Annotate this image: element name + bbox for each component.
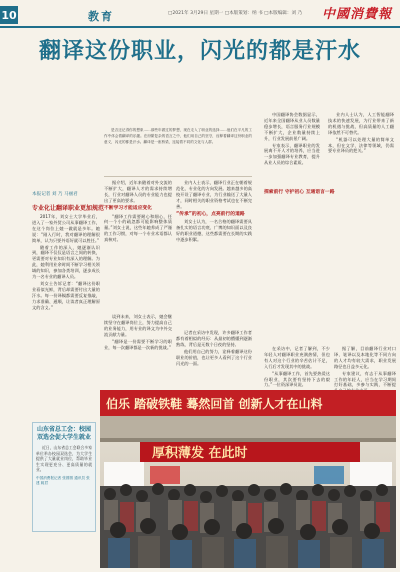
editor-note: 是否还记得你的想象……那些年做过的梦想，现在走入了职业的选择……他们在平凡的工作中体会着翻译的乐趣。在纷繁复杂的语言之中，他们用自己的坚守，诠释着翻译这份职业的意义，闪光的都是汗水。翻译是一座桥梁，连接着不同的文化与人群。 <box>104 128 252 144</box>
paragraph: 据介绍，近年来随着对外交流的不断扩大，翻译人才的需求持续增长，行业对翻译人员的专业能力也提出了更高的要求。 <box>104 180 172 203</box>
note-divider <box>104 176 252 177</box>
column-subhead: “传承”的初心，点亮前行的道路 <box>176 211 245 217</box>
article-column-3 <box>176 180 252 244</box>
page-number: 10 <box>0 6 18 24</box>
column-subhead: 不断学习才能适应变化 <box>104 205 152 211</box>
article-subhead: 专业化让翻译职业更加规范 <box>32 205 105 212</box>
masthead-logo: 中國消費報 <box>321 7 392 22</box>
issue-line: □2021年 3月29日 星期一 □本版策划：纳 书 □本版编辑：刘 乃 <box>168 11 303 16</box>
paragraph: “翻译是一份需要不断学习的职业，每一次翻译都是一次新的挑战。” <box>104 338 172 350</box>
paragraph: 记者在采访中发现，许多翻译工作者都有着相似的经历：从最初的懵懂到逐渐熟练，背后是无数个日夜的坚持。 <box>176 330 252 347</box>
red-banner-text: 厚积薄发 在此时 <box>152 446 248 461</box>
job-fair-photo <box>100 390 396 568</box>
paragraph: 据了解，目前翻译行业对口译、笔译以及本地化等不同方向的人才均有较大需求，职业发展路径也日益多元化。 <box>334 346 396 369</box>
article-headline: 翻译这份职业，闪光的都是汗水 <box>38 38 361 64</box>
article-column-1 <box>32 214 100 312</box>
article-byline: 本报记者 刘 乃 马丽君 <box>32 192 78 197</box>
paragraph: 业内人士表示，翻译行业正在朝着规范化、专业化的方向发展。越来越多的高校开设了翻译专业，为行业输送了大量人才，同时相关的职业资格考试也在不断完善。 <box>176 180 252 209</box>
article-column-7 <box>334 346 396 395</box>
top-banner-text: 伯乐 踏破铁鞋 蓦然回首 创新人才在山料 <box>106 397 323 411</box>
paragraph: 谈到未来，刘女士表示，她会继续坚守在翻译岗位上，努力提高自己的业务能力，用专业的译文为中外交流贡献力量。 <box>104 314 172 337</box>
paragraph: 专家表示，翻译职业的发展离不开人才的培养，应当进一步加强翻译专业教育，提升从业人员的综合素质。 <box>264 142 320 166</box>
paragraph: 2017年，刘女士大学毕业后，进入了一家外贸公司从事翻译工作，在这个岗位上她一做就是多年。她说：“刚入行时，我对翻译的理解很简单，认为只要外语好就可以胜任。” <box>32 214 100 243</box>
article-column-3b <box>176 330 252 367</box>
paragraph: 随着工作的深入，她逐渐认识到，翻译不仅仅是语言之间的转换，更需要对专业知识有深入的理解。为此，她利用业余时间不断学习相关领域的知识，参加各类培训，逐步成长为一名专业的翻译人员。 <box>32 244 100 280</box>
article-column-2 <box>104 180 172 244</box>
paragraph: “机器可以处理大量的简单文本，但在文学、法律等领域，仍需要专业译员的把关。” <box>328 136 394 154</box>
paragraph: “从事翻译工作，首先要热爱这份职业，其次要有坚持下去的毅力。”一位资深译员说。 <box>264 370 330 388</box>
paragraph: 专家建议，有志于从事翻译工作的年轻人，应当在学习期间打好基础，多参与实践，不断提 <box>334 370 396 388</box>
paragraph: 在采访中，记者了解到，不少年轻人对翻译职业充满热情，但也有人对这个行业的辛苦估计不足，入行后才发现其中的挑战。 <box>264 346 330 369</box>
job-fair-photo-illustration <box>100 390 396 568</box>
brief-text: 近日，山东省总工会联合多家单位举办校园双选会，为大学生提供了大量就业岗位，帮助毕业生实现更充分、更高质量的就业。 <box>36 445 92 473</box>
news-brief-box <box>32 422 96 532</box>
right-subhead: 探索前行 守护初心 互通语言一路 <box>264 190 335 195</box>
paragraph: 刘女士认为，一名合格的翻译需要具备扎实的语言功底、广博的知识面以及良好的职业道德，这些都需要在长期的实践中逐步积累。 <box>176 219 252 243</box>
header-divider <box>0 26 400 28</box>
paragraph: 中国翻译协会数据显示，近年来全国翻译从业人员数量稳步增长，语言服务行业规模不断扩大，企业数量持续上升，行业发展前景广阔。 <box>264 112 320 141</box>
article-column-5 <box>328 112 394 155</box>
paragraph: 他们用自己的努力，诠释着翻译这份职业的价值，也让更多人看到了这个行业闪光的一面。 <box>176 348 252 366</box>
paragraph: “翻译工作需要耐心和细心，任何一个小的疏忽都可能影响整体质量。”刘女士说，这些年她养成了严谨的工作习惯，对每一个专业术语都认真核对。 <box>104 213 172 243</box>
brief-title: 山东省总工会：校园双选会促大学生就业 <box>36 426 91 441</box>
section-name: 教育 <box>88 10 114 23</box>
paragraph: 业内人士认为，人工智能翻译技术的快速发展，为行业带来了新的机遇与挑战，但高质量的人工翻译依然不可替代。 <box>328 112 394 135</box>
article-column-6 <box>264 346 330 389</box>
article-column-2b <box>104 314 172 351</box>
brief-credit: 中国消费报记者 张圆圆 通讯员 张建 姚君 <box>36 475 90 486</box>
article-column-4 <box>264 112 320 167</box>
paragraph: 刘女士告诉记者：“翻译这份职业看似光鲜，背后却需要付出大量的汗水。每一份译稿都需要反复推敲，力求准确、通顺，让读者真正理解原文的含义。” <box>32 280 100 310</box>
